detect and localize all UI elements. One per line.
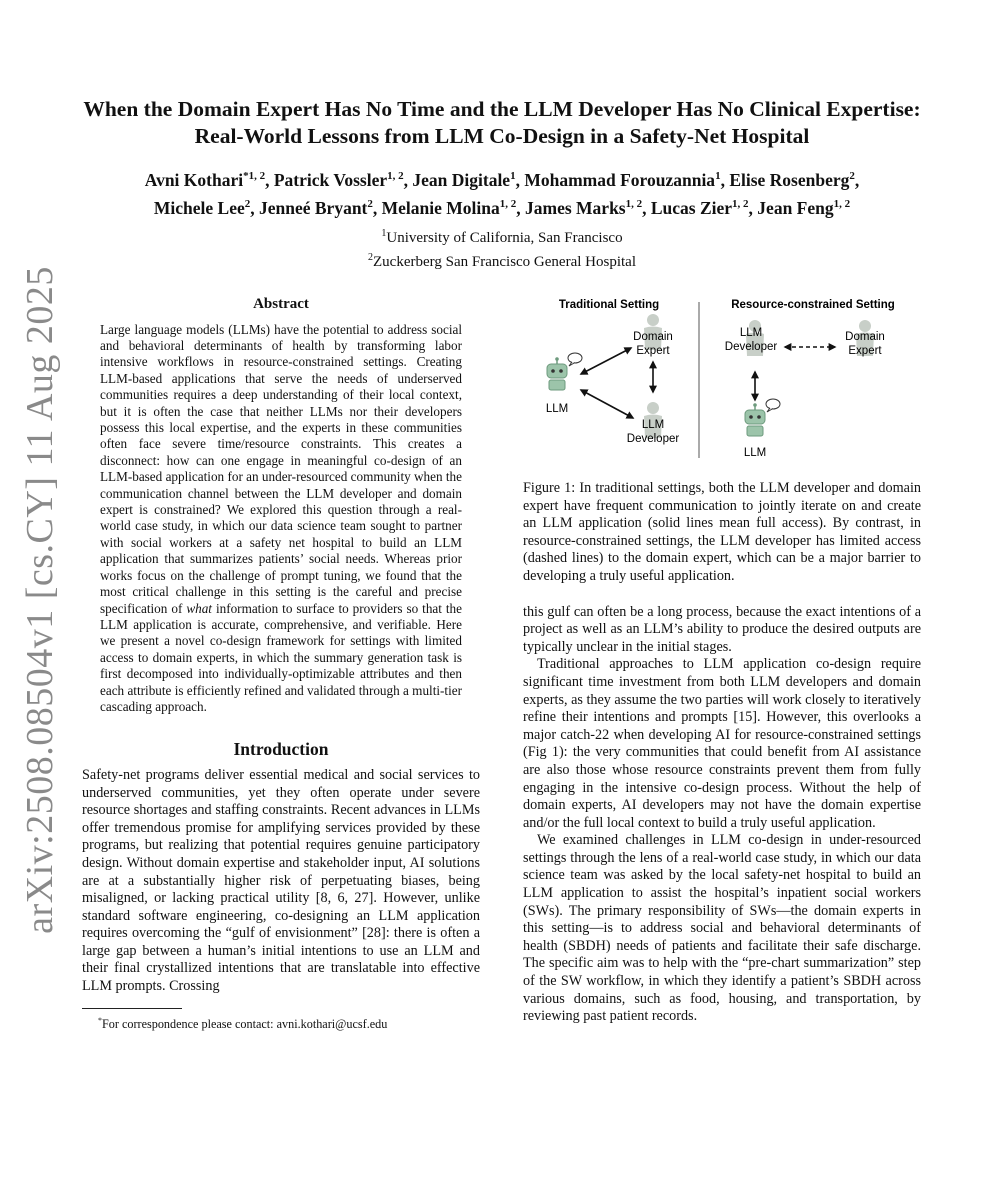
abstract-text: Large language models (LLMs) have the potential to address social and behavioral determinants of health by transforming labor intensive workflows in resource-constrained settings. Creating LLM-based applications that serve the needs of underserved communities requires a deep understanding of their local context, but it is often the case that neither LLMs nor their developers possess this local expertise, and the experts in these communities often face severe time/resource constraints. This creates a disconnect: how can one engage in meaningful co-design of an LLM-based application for an under-resourced community when the communication channel between the LLM developer and domain expert is constrained? We explored this question through a real-world case study, in which our data science team sought to partner with social workers at a safety net hospital to build an LLM application that summarizes patients’ social needs. Whereas prior works focus on the challenge of prompt tuning, we found that the most critical challenge in this setting is the careful and precise specification of what information to surface to providers so that the LLM application is accurate, comprehensive, and verifiable. Here we present a novel co-design framework for settings with limited access to domain experts, in which the summary generation task is first decomposed into individually-optimizable attributes and then each attribute is efficiently refined and validated through a multi-tier cascading approach. — [100, 321, 463, 714]
author: Jean Digitale$^1$ — [412, 169, 516, 190]
author: Michele Lee$^2$ — [153, 197, 251, 218]
author: Lucas Zier$^{1, 2}$ — [650, 197, 749, 218]
right-column — [523, 296, 921, 1026]
author: Mohammad Forouzannia$^1$ — [524, 169, 721, 190]
author: James Marks$^{1, 2}$ — [525, 197, 643, 218]
author-list — [82, 164, 922, 220]
author: Jean Feng$^{1, 2}$ — [757, 197, 851, 218]
paragraph: Traditional approaches to LLM application co-design require significant time investment from both LLM developers and domain experts, as they assume the two parties will work closely to iteratively refine their intentions and prompts [15]. However, this overlooks a major catch-22 when developing AI for resource-constrained settings (Fig 1): the very communities that could benefit from AI assistance are also those whose resource constraints prevent them from fully engaging in the intensive co-design process. Without the help of domain experts, AI developers may not have the domain expertise and/or the full local context to build a truly useful application. — [523, 656, 921, 831]
introduction-heading: Introduction — [233, 739, 329, 760]
paragraph: We examined challenges in LLM co-design in under-resourced settings through the lens of a real-world case study, in which our data science team was asked by the local safety-net hospital to build an LLM application to assist the hospital’s inpatient social workers (SWs). The primary responsibility of SWs—the domain experts in this setting—is to address social and behavioral determinants of health (SBDH) needs of patients and facilitate their safe discharge. The specific aim was to help with the “pre-chart summarization” step of the SW workflow, in which they identify a patient’s SBDH across various domains, such as food, housing, and transportation, by reviewing past patient records. — [523, 832, 921, 1025]
author-line-1: Avni Kothari$^{*1, 2}$, Patrick Vossler$^{1, 2}$, Jean Digitale$^1$, Mohammad Forouzannia$^1$, Elise Rosenberg$^2$, — [144, 169, 860, 190]
arrow-llm-developer — [581, 390, 633, 418]
llm-label: LLM — [545, 403, 569, 415]
abstract-heading: Abstract — [253, 296, 309, 312]
affiliation: $^2$Zuckerberg San Francisco General Hospital — [368, 251, 636, 270]
author: Patrick Vossler$^{1, 2}$ — [273, 169, 404, 190]
footnote-rule — [82, 1008, 182, 1009]
rc-llm-robot-icon — [745, 403, 765, 436]
rc-speech-bubble-icon — [766, 399, 780, 412]
figure-caption: Figure 1: In traditional settings, both the LLM developer and domain expert have frequent communication to jointly iterate on and create an LLM application (solid lines mean full access). By contrast, in resource-constrained settings, the LLM developer has limited access (dashed lines) to the domain expert, which can be a major barrier to developing a truly useful application. — [523, 480, 921, 584]
figure-1 — [523, 296, 921, 474]
llm-developer-label: LLM — [641, 419, 665, 431]
rc-domain-expert-label: Expert — [848, 345, 882, 357]
footnote: *For correspondence please contact: avni.kothari@ucsf.edu — [98, 1015, 388, 1031]
affiliation: $^1$University of California, San Francisco — [381, 227, 623, 246]
llm-robot-icon — [547, 357, 567, 390]
right-panel-title: Resource-constrained Setting — [731, 299, 895, 311]
author: Avni Kothari$^{*1, 2}$ — [144, 169, 266, 190]
domain-expert-label: Expert — [636, 345, 670, 357]
figure-diagram — [523, 296, 921, 474]
rc-llm-developer-label: Developer — [724, 341, 778, 353]
rc-llm-label: LLM — [743, 447, 767, 459]
author: Elise Rosenberg$^2$ — [729, 169, 855, 190]
paper-title: When the Domain Expert Has No Time and the LLM Developer Has No Clinical Expertise: Real-World Lessons from LLM Co-Design in a Safety-Net Hospital — [83, 97, 921, 148]
domain-expert-label: Domain — [633, 331, 673, 343]
paragraph: this gulf can often be a long process, because the exact intentions of a project as well as an LLM’s ability to produce the desired outputs are typically unclear in the initial stages. — [523, 603, 921, 655]
arxiv-id: arXiv:2508.08504v1 [cs.CY] 11 Aug 2025 — [19, 266, 62, 934]
speech-bubble-icon — [568, 353, 582, 366]
paragraph: Safety-net programs deliver essential medical and social services to underserved communities, yet they often operate under severe resource shortages and staffing constraints. Recent advances in LLMs offer tremendous promise for amplifying services provided by these programs, but realizing that potential requires genuine participatory design. Without domain expertise and stakeholder input, AI solutions are at a substantially higher risk of perpetuating biases, being misaligned, or lacking practical utility [8, 6, 27]. However, unlike standard software engineering, co-designing an LLM application requires overcoming the “gulf of envisionment” [28]: there is often a large gap between a human’s initial intentions to use an LLM and their final crystallized intentions that are translatable into effective LLM prompts. Crossing — [82, 766, 480, 995]
left-column — [82, 296, 480, 1032]
paper-header — [82, 96, 922, 272]
rc-domain-expert-label: Domain — [845, 331, 885, 343]
rc-llm-developer-label: LLM — [739, 327, 763, 339]
author: Melanie Molina$^{1, 2}$ — [381, 197, 517, 218]
arrow-llm-expert — [581, 348, 631, 374]
author-line-2: Michele Lee$^2$, Jenneé Bryant$^2$, Melanie Molina$^{1, 2}$, James Marks$^{1, 2}$, Lucas Zier$^{1, 2}$, Jean Feng$^{1, 2}$ — [153, 197, 851, 218]
arxiv-stamp — [8, 266, 72, 934]
author: Jenneé Bryant$^2$ — [258, 197, 373, 218]
left-panel-title: Traditional Setting — [558, 299, 660, 311]
llm-developer-label: Developer — [626, 433, 680, 445]
